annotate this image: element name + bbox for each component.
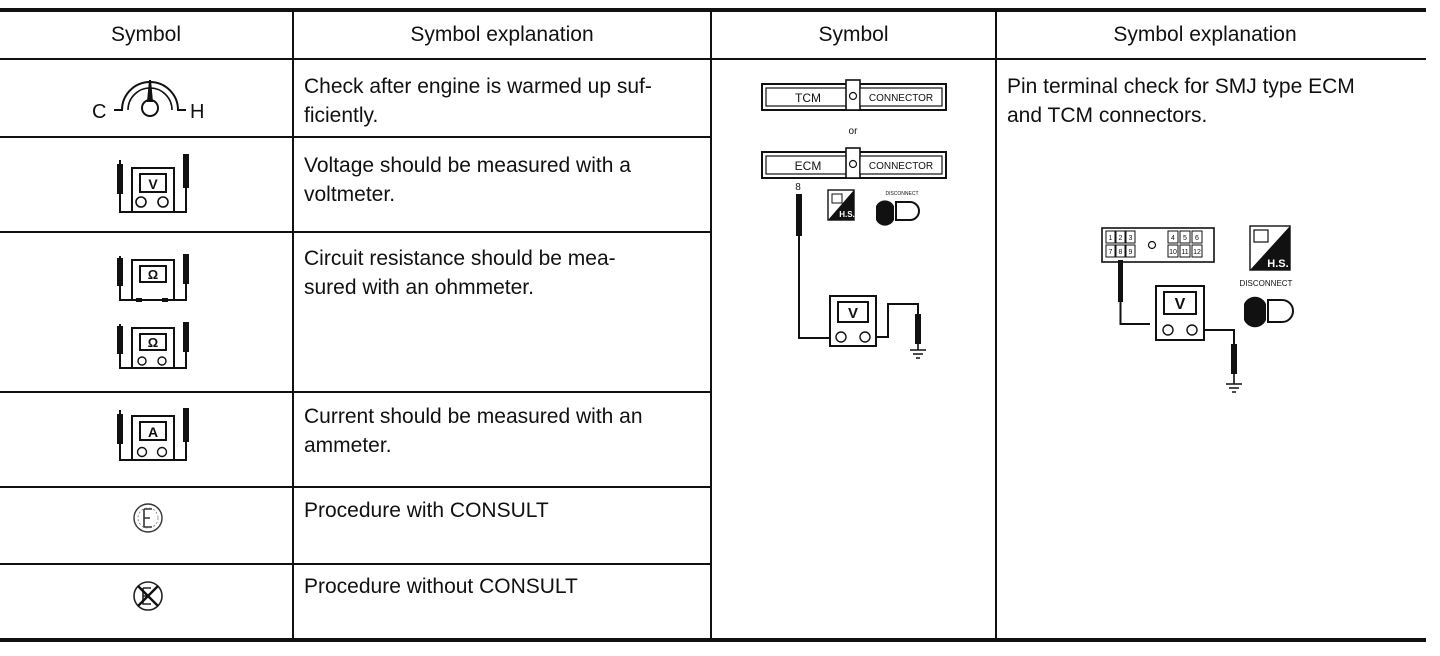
consult-icon bbox=[130, 500, 166, 536]
ohmmeter-icon bbox=[112, 316, 192, 376]
svg-text:7: 7 bbox=[1108, 249, 1113, 256]
row-divider bbox=[0, 486, 712, 488]
svg-text:11: 11 bbox=[1181, 249, 1189, 256]
voltmeter-icon bbox=[112, 150, 192, 220]
svg-text:8: 8 bbox=[1118, 249, 1123, 256]
svg-text:5: 5 bbox=[1183, 235, 1187, 242]
header-rule bbox=[0, 58, 1426, 60]
row-divider bbox=[0, 563, 712, 565]
no-consult-icon bbox=[130, 578, 166, 614]
header-symbol-explanation: Symbol explanation bbox=[1113, 23, 1297, 46]
svg-text:12: 12 bbox=[1193, 249, 1201, 256]
header-symbol: Symbol bbox=[110, 23, 182, 46]
right-explanation: Pin terminal check for SMJ type ECM and TCM connectors. bbox=[1007, 75, 1355, 127]
row-explanation: Voltage should be measured with a voltmeter. bbox=[304, 154, 631, 206]
row-explanation: Current should be measured with an ammeter. bbox=[304, 405, 643, 457]
column-divider bbox=[710, 12, 712, 640]
row-explanation: Circuit resistance should be mea- sured with an ohmmeter. bbox=[304, 247, 616, 299]
svg-text:6: 6 bbox=[1195, 235, 1199, 242]
svg-text:2: 2 bbox=[1118, 235, 1123, 242]
header-symbol: Symbol bbox=[818, 23, 889, 46]
svg-text:C: C bbox=[92, 101, 107, 123]
svg-text:ECM: ECM bbox=[794, 159, 822, 173]
row-divider bbox=[0, 231, 712, 233]
svg-text:4: 4 bbox=[1171, 235, 1175, 242]
svg-text:V: V bbox=[1174, 296, 1186, 313]
svg-text:CONNECTOR: CONNECTOR bbox=[868, 161, 934, 172]
svg-text:H.S.: H.S. bbox=[839, 210, 855, 219]
svg-text:DISCONNECT: DISCONNECT bbox=[885, 191, 919, 197]
svg-text:H: H bbox=[190, 101, 205, 123]
temperature-gauge-icon bbox=[90, 72, 210, 128]
column-divider bbox=[995, 12, 997, 640]
svg-text:10: 10 bbox=[1169, 249, 1177, 256]
svg-text:Ω: Ω bbox=[147, 335, 159, 350]
svg-text:or: or bbox=[848, 126, 858, 137]
svg-text:CONNECTOR: CONNECTOR bbox=[868, 93, 934, 104]
row-divider bbox=[0, 136, 712, 138]
pin-terminal-check-icon bbox=[1094, 220, 1324, 406]
svg-text:3: 3 bbox=[1128, 235, 1133, 242]
bottom-rule bbox=[0, 638, 1426, 642]
svg-text:8: 8 bbox=[795, 182, 801, 193]
row-explanation: Procedure with CONSULT bbox=[304, 499, 549, 522]
row-explanation: Procedure without CONSULT bbox=[304, 575, 578, 598]
svg-text:H.S.: H.S. bbox=[1267, 258, 1289, 270]
svg-text:TCM: TCM bbox=[795, 91, 821, 105]
row-divider bbox=[0, 391, 712, 393]
connector-check-diagram bbox=[756, 78, 956, 368]
ammeter-icon bbox=[112, 402, 192, 468]
row-explanation: Check after engine is warmed up suf- ficiently. bbox=[304, 75, 652, 127]
svg-text:9: 9 bbox=[1128, 249, 1133, 256]
ohmmeter-icon bbox=[112, 248, 192, 308]
svg-text:Ω: Ω bbox=[147, 267, 159, 282]
svg-text:V: V bbox=[148, 176, 158, 192]
column-divider bbox=[292, 12, 294, 640]
svg-text:1: 1 bbox=[1108, 235, 1113, 242]
svg-text:DISCONNECT: DISCONNECT bbox=[1239, 279, 1293, 288]
svg-text:A: A bbox=[147, 424, 159, 440]
svg-text:V: V bbox=[847, 305, 859, 322]
header-symbol-explanation: Symbol explanation bbox=[410, 23, 594, 46]
